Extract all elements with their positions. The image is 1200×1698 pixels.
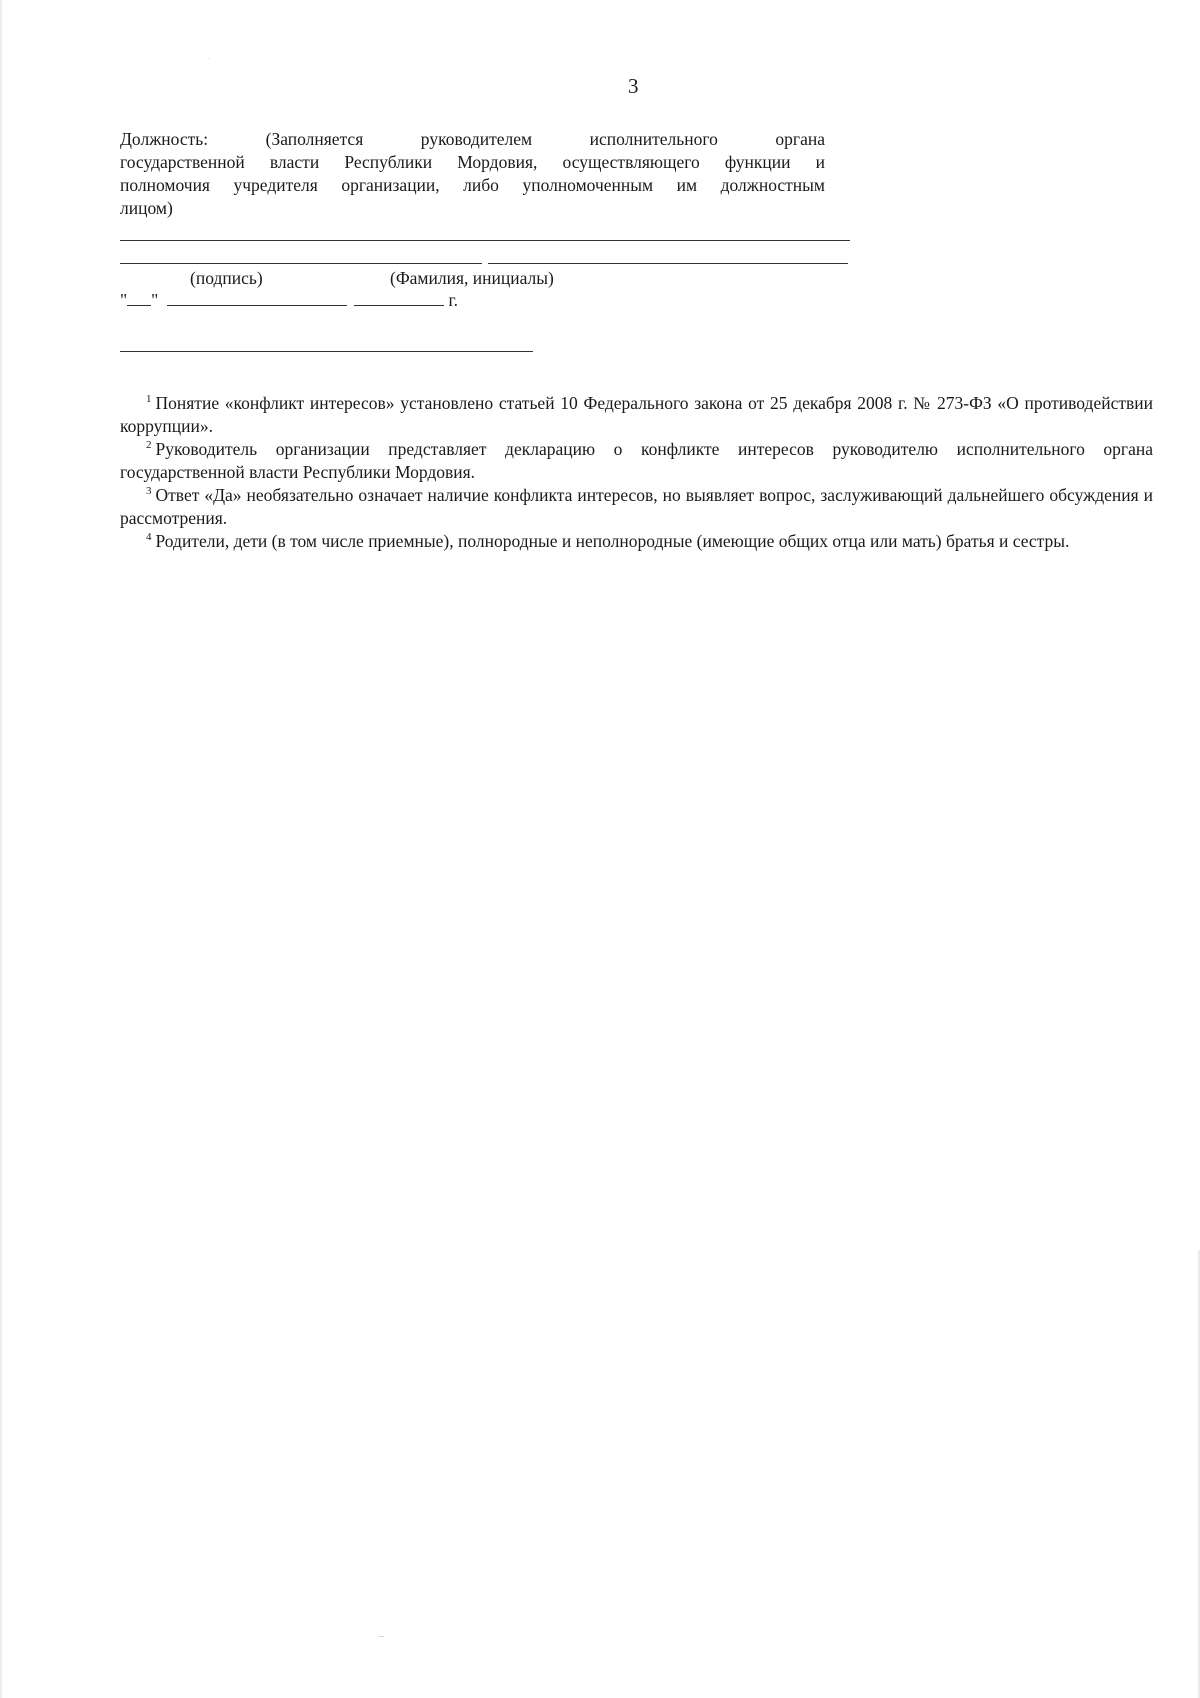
- footnote-3: [120, 484, 1153, 530]
- footnote-2-mark: 2: [146, 439, 152, 451]
- position-line-1: Должность: (Заполняется руководителем исполнительного органа: [120, 129, 825, 149]
- page-number: 3: [628, 74, 639, 98]
- year-field[interactable]: [354, 291, 444, 306]
- month-field[interactable]: [167, 291, 347, 306]
- position-instruction: [120, 128, 825, 220]
- date-open-quote: ": [120, 290, 128, 310]
- scan-edge-left: [0, 0, 3, 1698]
- footnote-2: [120, 438, 1153, 484]
- name-fill-line[interactable]: [488, 263, 848, 264]
- footnotes: [120, 392, 1153, 553]
- footnote-1: [120, 392, 1153, 438]
- footnote-3-text: Ответ «Да» необязательно означает наличие конфликта интересов, но выявляет вопрос, заслуживающий дальнейшего обсуждения и рассмотрения.: [120, 485, 1153, 528]
- scan-speck: [378, 1636, 384, 1637]
- footnote-4-mark: 4: [146, 531, 152, 543]
- footnote-3-mark: 3: [146, 485, 152, 497]
- year-suffix: г.: [448, 290, 459, 310]
- position-line-4: лицом): [120, 198, 173, 218]
- date-close-quote: ": [151, 290, 159, 310]
- footnote-1-mark: 1: [146, 393, 152, 405]
- position-line-2: государственной власти Республики Мордовия, осуществляющего функции и: [120, 152, 825, 172]
- footnote-1-text: Понятие «конфликт интересов» установлено статьей 10 Федерального закона от 25 декабря 2008 г. № 273-ФЗ «О противодействии коррупции».: [120, 393, 1153, 436]
- signature-caption: (подпись): [190, 268, 263, 288]
- day-field[interactable]: [127, 291, 151, 306]
- date-line: [120, 290, 458, 310]
- position-fill-line[interactable]: [120, 240, 850, 241]
- scan-speck: [208, 58, 209, 59]
- signature-fill-line[interactable]: [120, 263, 482, 264]
- footnote-4: [120, 530, 1153, 553]
- name-caption: (Фамилия, инициалы): [390, 268, 554, 288]
- footnote-2-text: Руководитель организации представляет декларацию о конфликте интересов руководителю исполнительного органа государственной власти Республики Мордовия.: [120, 439, 1153, 482]
- position-line-3: полномочия учредителя организации, либо уполномоченным им должностным: [120, 175, 825, 195]
- footnote-separator: [120, 351, 533, 352]
- footnote-4-text: Родители, дети (в том числе приемные), полнородные и неполнородные (имеющие общих отца или мать) братья и сестры.: [155, 531, 1070, 551]
